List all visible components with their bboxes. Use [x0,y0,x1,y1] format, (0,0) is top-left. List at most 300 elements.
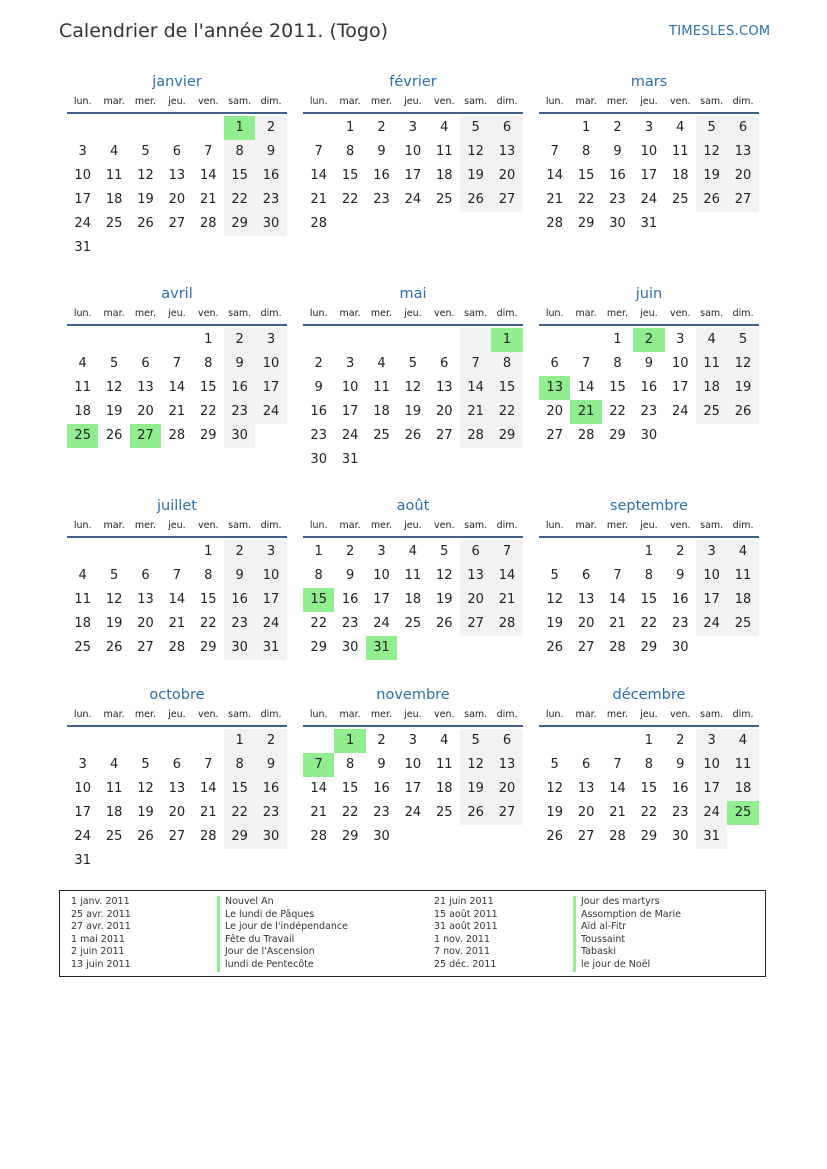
day-cell: 30 [373,829,390,844]
holiday-date: 31 août 2011 [434,921,498,933]
weekday-label: sam. [228,96,252,107]
day-cell: 29 [577,216,595,231]
day-cell: 17 [640,168,658,183]
empty-cell [539,116,570,140]
holiday-dates-column-1 [71,896,131,972]
day-cell: 13 [137,380,154,395]
day-cell: 24 [255,612,286,636]
day-cell: 18 [727,588,758,612]
day-cell: 19 [546,805,563,820]
day-cell: 20 [435,404,453,419]
day-cell: 11 [373,380,390,395]
weekday-label: lun. [545,308,564,319]
day-cell: 10 [255,564,286,588]
day-cell: 5 [440,544,449,559]
day-cell: 7 [172,568,181,583]
day-cell: 13 [137,592,154,607]
day-cell: 7 [460,352,491,376]
weekday-label: ven. [670,308,691,319]
day-cell: 14 [310,168,327,183]
day-cell: 19 [105,616,123,631]
page-title: Calendrier de l'année 2011. (Togo) [59,20,388,42]
day-cell: 9 [314,380,323,395]
holiday-date: 25 avr. 2011 [71,908,131,920]
weekday-header [303,308,523,326]
day-cell: 6 [727,116,758,140]
day-cell: 21 [546,192,563,207]
day-cell: 5 [696,116,727,140]
weekday-label: dim. [732,96,754,107]
empty-cell [602,540,633,564]
day-cell: 5 [550,568,559,583]
empty-cell [303,328,334,352]
holiday-date: 2 juin 2011 [71,946,125,958]
day-cell: 8 [345,144,355,159]
day-cell: 13 [727,140,758,164]
weekday-label: jeu. [404,520,422,531]
day-cell: 24 [74,216,91,231]
day-cell: 10 [696,564,727,588]
day-cell: 24 [696,801,727,825]
day-cell: 20 [460,588,491,612]
day-cell: 7 [204,144,213,159]
weekday-header [67,96,287,114]
day-cell: 25 [105,829,123,844]
holiday-names-column-2 [573,896,681,972]
empty-cell [161,540,192,564]
day-cell: 12 [105,592,123,607]
day-cell: 5 [550,757,559,772]
day-cell: 1 [314,544,323,559]
day-cell: 27 [168,829,186,844]
month-3 [67,284,287,448]
day-cell: 15 [199,592,217,607]
day-cell: 30 [224,424,255,448]
weekday-label: ven. [670,709,691,720]
day-cell: 19 [105,404,123,419]
day-cell: 18 [404,592,422,607]
weekday-header [67,709,287,727]
day-cell: 26 [460,188,491,212]
holiday-day-cell: 15 [303,588,334,612]
weekday-label: mar. [339,709,361,720]
day-cell: 19 [137,805,154,820]
day-cell: 20 [491,164,522,188]
day-cell: 19 [546,616,563,631]
day-cell: 18 [105,805,123,820]
day-cell: 24 [404,805,422,820]
day-cell: 1 [345,120,355,135]
weekday-label: ven. [198,308,219,319]
day-cell: 4 [377,356,386,371]
day-cell: 29 [199,640,217,655]
holiday-date: 25 déc. 2011 [434,958,497,970]
day-cell: 29 [224,212,255,236]
month-name: avril [161,286,193,302]
weekday-label: ven. [198,520,219,531]
day-cell: 16 [310,404,327,419]
day-cell: 21 [168,616,186,631]
day-cell: 23 [609,192,626,207]
weekday-label: dim. [260,96,282,107]
day-cell: 12 [727,352,758,376]
weekday-label: mar. [103,96,125,107]
day-cell: 23 [224,400,255,424]
weekday-label: sam. [700,96,724,107]
day-cell: 23 [640,404,658,419]
day-cell: 1 [224,729,255,753]
weekday-label: sam. [464,709,488,720]
holiday-date: 1 nov. 2011 [434,933,490,945]
day-cell: 13 [168,781,186,796]
day-cell: 27 [491,188,522,212]
empty-cell [98,729,129,753]
day-cell: 22 [224,801,255,825]
weekday-label: sam. [464,308,488,319]
day-cell: 2 [224,328,255,352]
day-cell: 24 [671,404,689,419]
day-cell: 30 [341,640,359,655]
weekday-label: ven. [198,96,219,107]
day-cell: 9 [676,568,685,583]
day-cell: 28 [546,216,563,231]
day-cell: 17 [341,404,359,419]
day-cell: 10 [640,144,658,159]
day-cell: 3 [696,729,727,753]
day-cell: 29 [491,424,522,448]
weekday-label: jeu. [404,96,422,107]
weekday-label: mar. [575,520,597,531]
day-cell: 25 [435,805,453,820]
day-cell: 4 [727,540,758,564]
day-cell: 23 [671,616,689,631]
weekday-label: ven. [434,308,455,319]
day-cell: 8 [613,356,622,371]
weekday-label: mer. [370,709,393,720]
empty-cell [98,328,129,352]
empty-cell [130,540,161,564]
day-cell: 31 [74,240,91,255]
weekday-label: mer. [134,308,157,319]
month-name: janvier [152,74,202,90]
day-cell: 13 [168,168,186,183]
weekday-label: lun. [309,96,328,107]
day-cell: 15 [491,376,522,400]
day-cell: 1 [581,120,591,135]
day-cell: 25 [404,616,422,631]
weekday-label: dim. [496,520,518,531]
day-cell: 31 [640,216,658,231]
weekday-label: mer. [370,96,393,107]
day-cell: 25 [671,192,689,207]
day-cell: 15 [609,380,626,395]
holiday-date: 1 mai 2011 [71,933,125,945]
day-cell: 15 [577,168,595,183]
holiday-day-cell: 1 [334,729,365,753]
day-cell: 12 [137,781,154,796]
day-cell: 26 [404,428,422,443]
day-cell: 8 [204,356,213,371]
day-cell: 29 [640,829,658,844]
day-cell: 17 [74,805,91,820]
month-0 [67,72,287,260]
weekday-header [539,96,759,114]
month-4 [303,284,523,472]
day-cell: 15 [341,168,359,183]
day-cell: 6 [141,568,150,583]
day-cell: 2 [377,120,386,135]
weekday-label: sam. [700,308,724,319]
day-cell: 5 [727,328,758,352]
days-grid [303,116,523,236]
weekday-label: dim. [732,520,754,531]
day-cell: 28 [168,640,186,655]
day-cell: 22 [310,616,327,631]
day-cell: 23 [224,612,255,636]
weekday-label: mar. [103,709,125,720]
weekday-label: sam. [700,520,724,531]
weekday-label: sam. [700,709,724,720]
day-cell: 6 [491,729,522,753]
day-cell: 13 [435,380,453,395]
empty-cell [539,328,570,352]
weekday-label: mar. [103,308,125,319]
day-cell: 1 [204,544,213,559]
day-cell: 16 [671,592,689,607]
day-cell: 9 [644,356,653,371]
empty-cell [193,729,224,753]
day-cell: 5 [460,116,491,140]
weekday-label: mar. [575,308,597,319]
day-cell: 10 [404,757,422,772]
holiday-day-cell: 21 [570,400,601,424]
day-cell: 3 [345,356,355,371]
day-cell: 5 [141,144,150,159]
day-cell: 9 [255,753,286,777]
weekday-label: jeu. [640,520,658,531]
weekday-label: mer. [606,308,629,319]
weekday-label: jeu. [404,709,422,720]
day-cell: 2 [255,729,286,753]
holiday-day-cell: 1 [491,328,522,352]
day-cell: 8 [314,568,323,583]
day-cell: 25 [373,428,390,443]
day-cell: 30 [609,216,626,231]
weekday-label: jeu. [168,96,186,107]
month-name: février [389,74,437,90]
day-cell: 15 [199,380,217,395]
day-cell: 24 [341,428,359,443]
day-cell: 29 [224,825,255,849]
holiday-name: le jour de Noël [573,959,681,972]
days-grid [67,540,287,660]
empty-cell [460,328,491,352]
empty-cell [570,540,601,564]
day-cell: 25 [696,400,727,424]
days-grid [67,328,287,448]
day-cell: 27 [577,829,595,844]
day-cell: 30 [671,640,689,655]
day-cell: 23 [255,801,286,825]
holiday-date: 1 janv. 2011 [71,896,130,907]
holiday-date: 7 nov. 2011 [434,946,490,958]
day-cell: 25 [435,192,453,207]
day-cell: 27 [546,428,563,443]
day-cell: 3 [644,120,653,135]
holiday-list [59,890,766,977]
day-cell: 27 [727,188,758,212]
day-cell: 16 [373,168,390,183]
day-cell: 30 [255,825,286,849]
day-cell: 26 [137,829,154,844]
day-cell: 16 [640,380,658,395]
day-cell: 4 [727,729,758,753]
weekday-header [539,709,759,727]
days-grid [539,540,759,660]
day-cell: 5 [460,729,491,753]
day-cell: 10 [373,568,390,583]
holiday-name: Nouvel An [217,896,348,909]
weekday-label: dim. [732,308,754,319]
day-cell: 24 [373,616,390,631]
holiday-name: Toussaint [573,934,681,947]
holiday-day-cell: 31 [366,636,397,660]
weekday-label: jeu. [168,709,186,720]
weekday-header [67,520,287,538]
empty-cell [539,729,570,753]
day-cell: 19 [460,777,491,801]
days-grid [303,328,523,472]
holiday-date: 13 juin 2011 [71,958,131,970]
day-cell: 2 [676,544,685,559]
empty-cell [161,328,192,352]
day-cell: 31 [696,825,727,849]
day-cell: 28 [310,216,327,231]
empty-cell [334,328,365,352]
day-cell: 29 [199,428,217,443]
day-cell: 18 [696,376,727,400]
empty-cell [98,540,129,564]
day-cell: 15 [224,777,255,801]
brand-link[interactable]: TIMESLES.COM [669,24,771,39]
day-cell: 21 [491,588,522,612]
weekday-label: mer. [370,520,393,531]
day-cell: 4 [696,328,727,352]
weekday-header [303,709,523,727]
empty-cell [193,116,224,140]
day-cell: 11 [727,753,758,777]
day-cell: 23 [310,428,327,443]
day-cell: 12 [546,592,563,607]
month-name: novembre [376,687,450,703]
day-cell: 18 [74,404,91,419]
weekday-label: mar. [575,96,597,107]
day-cell: 21 [310,192,327,207]
weekday-label: mer. [134,96,157,107]
day-cell: 5 [408,356,417,371]
day-cell: 29 [640,640,658,655]
day-cell: 20 [491,777,522,801]
day-cell: 10 [341,380,359,395]
weekday-label: dim. [260,308,282,319]
day-cell: 20 [577,616,595,631]
days-grid [539,116,759,236]
weekday-label: mer. [134,709,157,720]
weekday-label: lun. [73,709,92,720]
day-cell: 8 [491,352,522,376]
day-cell: 8 [581,144,591,159]
days-grid [303,729,523,849]
weekday-label: lun. [545,520,564,531]
day-cell: 19 [404,404,422,419]
day-cell: 6 [550,356,559,371]
day-cell: 22 [640,616,658,631]
day-cell: 5 [109,568,119,583]
day-cell: 12 [696,140,727,164]
day-cell: 14 [168,380,186,395]
weekday-label: jeu. [640,709,658,720]
weekday-label: sam. [464,520,488,531]
holiday-name: Jour de l'Ascension [217,946,348,959]
weekday-label: mer. [370,308,393,319]
day-cell: 13 [577,592,595,607]
weekday-header [539,308,759,326]
day-cell: 21 [460,400,491,424]
day-cell: 28 [491,612,522,636]
day-cell: 9 [377,757,386,772]
day-cell: 12 [404,380,422,395]
day-cell: 7 [491,540,522,564]
day-cell: 11 [696,352,727,376]
day-cell: 26 [137,216,154,231]
day-cell: 16 [255,164,286,188]
day-cell: 9 [613,144,622,159]
day-cell: 12 [460,140,491,164]
day-cell: 2 [224,540,255,564]
day-cell: 18 [74,616,91,631]
day-cell: 2 [255,116,286,140]
weekday-label: ven. [434,709,455,720]
day-cell: 30 [310,452,327,467]
month-name: mai [399,286,427,302]
day-cell: 1 [644,544,653,559]
holiday-day-cell: 7 [303,753,334,777]
day-cell: 20 [168,805,186,820]
day-cell: 12 [435,568,453,583]
day-cell: 24 [696,612,727,636]
weekday-label: mer. [606,96,629,107]
empty-cell [67,328,98,352]
month-name: décembre [612,687,686,703]
weekday-label: lun. [309,709,328,720]
day-cell: 20 [168,192,186,207]
day-cell: 18 [373,404,390,419]
empty-cell [130,729,161,753]
day-cell: 4 [440,120,449,135]
day-cell: 16 [609,168,626,183]
day-cell: 22 [609,404,626,419]
day-cell: 21 [609,616,626,631]
day-cell: 6 [141,356,150,371]
holiday-name: Fête du Travail [217,934,348,947]
day-cell: 14 [609,781,626,796]
month-6 [67,496,287,660]
day-cell: 3 [78,757,87,772]
empty-cell [303,116,334,140]
day-cell: 17 [404,168,422,183]
day-cell: 22 [224,188,255,212]
day-cell: 16 [255,777,286,801]
